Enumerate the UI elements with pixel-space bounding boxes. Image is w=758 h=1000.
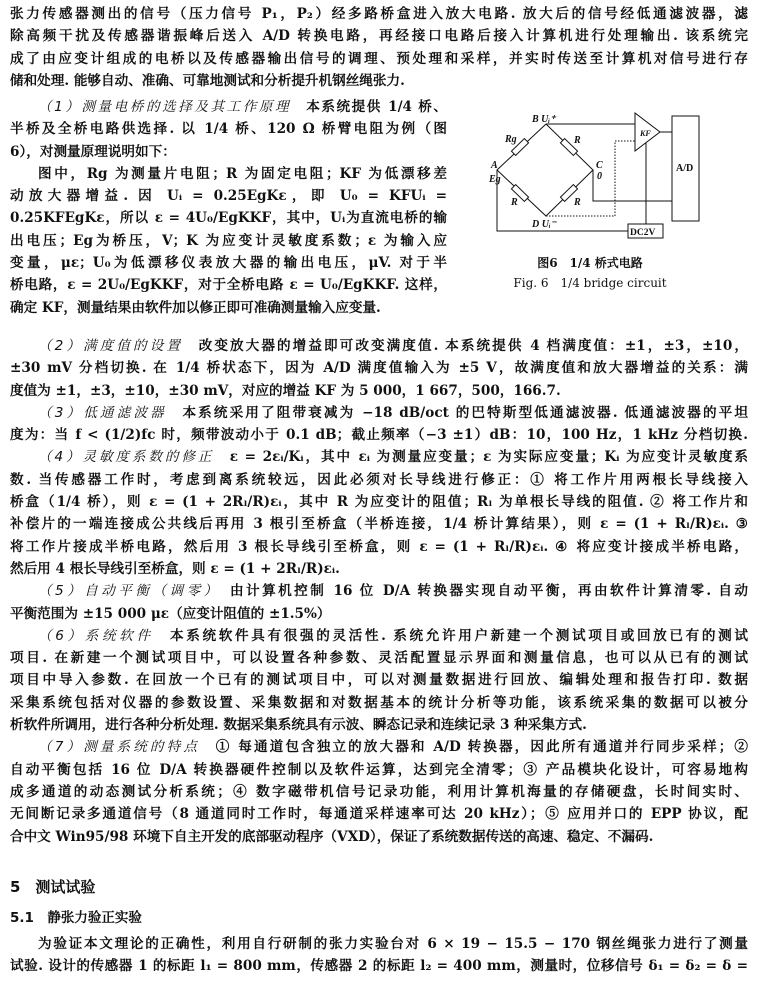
- text-line: 成了由应变计组成的电桥以及传感器输出信号的调理、预处理和采样，并实时传送至计算机对信号进行存: [10, 50, 748, 67]
- text-span: 本系统采用了阻带衰减为 −18 dB/oct 的巴特斯型低通滤波器. 低通滤波器的平坦: [166, 404, 748, 421]
- text-line: 无间断记录多通道信号（8 通道同时工作时，每通道采样速率可达 20 kHz）；⑤ 应用并口的 EPP 协议，配: [10, 806, 748, 823]
- section-5-heading: 5 测试试验: [10, 878, 96, 896]
- text-line: 为验证本文理论的正确性，利用自行研制的张力实验台对 6 × 19 − 15.5 − 170 钢丝绳张力进行了测量: [38, 936, 748, 952]
- text-line: 确定 KF，测量结果由软件加以修正即可准确测量输入应变量.: [10, 299, 381, 316]
- subsection-heading: （2）满度值的设置: [38, 338, 184, 354]
- text-line: 平衡范围为 ±15 000 με（应变计阻值的 ±1.5%）: [10, 605, 331, 622]
- text-line: 采集系统包括对仪器的参数设置、采集数据和对数据基本的统计分析等功能，该系统采集的数据可以被分: [10, 694, 748, 711]
- subsection-heading: （5）自动平衡（调零）: [38, 583, 214, 600]
- section-1-bridge: [10, 96, 447, 319]
- text-span: ε = 2εᵢ/Kᵢ，其中 εᵢ 为测量应变量；ε 为实际应变量；Kᵢ 为应变计灵敏度系: [214, 449, 748, 466]
- text-line: 自动平衡包括 16 位 D/A 转换器硬件控制以及软件运算，达到完全清零；③ 产品模块化设计，可容易地构: [10, 761, 748, 778]
- subsection-heading: （1）测量电桥的选择及其工作原理: [38, 99, 292, 115]
- text-line: [10, 402, 748, 424]
- text-line: ±30 mV 分档切换. 在 1/4 桥状态下，因为 A/D 满度值输入为 ±5 V，故满度值和放大器增益的关系：满: [10, 360, 748, 377]
- text-span: 本系统软件具有很强的灵活性. 系统允许用户新建一个测试项目或回放已有的测试: [153, 627, 748, 644]
- text-line: 项目. 在新建一个测试项目中，可以设置各种参数、灵活配置显示界面和测量信息，也可以从已有的测试: [10, 650, 748, 667]
- text-line: 张力传感器测出的信号（压力信号 P₁，P₂）经多路桥盒进入放大电路. 放大后的信号经低通滤波器，滤: [10, 6, 748, 22]
- text-line: 桥盒（1/4 桥），则 ε = (1 + 2Rₗ/R)εᵢ，其中 R 为应变计的阻值；Rₗ 为单根长导线的阻值. ② 将工作片和: [10, 494, 748, 511]
- text-line: 动放大器增益. 因 Uᵢ = 0.25EgKε，即 U₀ = KFUᵢ =: [10, 188, 447, 205]
- text-line: 析软件所调用，进行各种分析处理. 数据采集系统具有示波、瞬态记录和连续记录 3 种采集方式.: [10, 717, 587, 734]
- text-line: 将工作片接成半桥电路，然后用 3 根长导线引至桥盒，则 ε = (1 + Rₗ/R)εᵢ. ④ 将应变计接成半桥电路，: [10, 538, 748, 555]
- text-line: 除高频干扰及传感器谐振峰后送入 A/D 转换电路，再经接口电路后接入计算机进行处理输出. 该系统完: [10, 28, 748, 45]
- text-line: 度值为 ±1，±3，±10，±30 mV，对应的增益 KF 为 5 000，1 667，500，166.7.: [10, 382, 561, 399]
- text-line: [10, 335, 748, 357]
- text-line: [10, 736, 748, 758]
- text-line: 然后用 4 根长导线引至桥盒，则 ε = (1 + 2Rₗ/R)εᵢ.: [10, 560, 340, 577]
- text-span: 由计算机控制 16 位 D/A 转换器实现自动平衡，再由软件计算清零. 自动: [213, 583, 748, 600]
- text-line: 图中，Rg 为测量片电阻；R 为固定电阻；KF 为低漂移差: [38, 165, 447, 182]
- subsection-heading: （7）测量系统的特点: [38, 739, 201, 756]
- text-line: 变量，με；U₀为低漂移仪表放大器的输出电压，μV. 对于半: [10, 255, 447, 272]
- label-ad: A/D: [676, 163, 694, 174]
- subsection-heading: （4）灵敏度系数的修正: [38, 449, 215, 466]
- text-line: 试验. 设计的传感器 1 的标距 l₁ = 800 mm，传感器 2 的标距 l₂ = 400 mm，测量时，位移信号 δ₁ = δ₂ = δ =: [10, 958, 748, 975]
- label-r: R: [574, 135, 581, 146]
- label-b: B Uᵢ⁺: [532, 114, 556, 125]
- label-c: C: [596, 160, 603, 171]
- wire-dotted: [546, 141, 635, 216]
- label-d: D Uᵢ⁻: [532, 219, 556, 230]
- label-kf: KF: [640, 129, 651, 138]
- text-line: 项目中导入参数. 在回放一个已有的测试项目中，可以对测量数据进行回放、编辑处理和报告打印. 数据: [10, 672, 748, 689]
- wire: [593, 170, 672, 201]
- section-5-1-heading: 5.1 静张力验正实验: [10, 910, 142, 926]
- text-line: 成多通道的动态测试分析系统；④ 数字磁带机信号记录功能，利用计算机海量的存储硬盘，长时间实时、: [10, 783, 748, 800]
- text-line: 半桥及全桥电路供选择. 以 1/4 桥、120 Ω 桥臂电阻为例（图: [10, 121, 447, 138]
- text-line: 6），对测量原理说明如下：: [10, 143, 176, 160]
- figure-caption-cn: 图6 1/4 桥式电路: [537, 256, 643, 270]
- label-r: R: [511, 197, 518, 208]
- text-line: 桥电路，ε = 2U₀/EgKKF，对于全桥电路 ε = U₀/EgKKF. 这样，: [10, 277, 447, 294]
- text-line: 补偿片的一端连接成公共线后再用 3 根引至桥盒（半桥连接，1/4 桥计算结果），则 ε = (1 + Rₗ/R)εᵢ. ③: [10, 516, 748, 533]
- section-5-1-paragraph: [10, 933, 748, 978]
- figure-caption-en: Fig. 6 1/4 bridge circuit: [513, 276, 667, 290]
- text-line: 度为：当 f < (1/2)fc 时，频带波动小于 0.1 dB；截止频率（−3 ±1）dB：10，100 Hz，1 kHz 分档切换.: [10, 427, 748, 444]
- label-c0: 0: [597, 171, 602, 182]
- body-sections: [10, 335, 748, 848]
- label-r: R: [574, 197, 581, 208]
- subsection-heading: （6）系统软件: [38, 627, 154, 644]
- intro-paragraph: [10, 3, 748, 92]
- text-line: [10, 446, 748, 468]
- label-eg: Eg: [489, 174, 501, 185]
- text-line: [10, 96, 447, 118]
- text-span: ① 每通道包含独立的放大器和 A/D 转换器，因此所有通道并行同步采样；②: [200, 739, 748, 756]
- text-line: 0.25KFEgKε，所以 ε = 4U₀/EgKKF，其中，Uᵢ为直流电桥的输: [10, 210, 447, 227]
- text-line: 数. 当传感器工作时，考虑到离系统较远，因此必须对长导线进行修正：① 将工作片用两根长导线接入: [10, 471, 748, 488]
- text-span: 本系统提供 1/4 桥、: [291, 99, 447, 115]
- label-rg: Rg: [505, 134, 517, 145]
- text-line: 合中文 Win95/98 环境下自主开发的底部驱动程序（VXD），保证了系统数据传送的高速、稳定、不漏码.: [10, 828, 654, 845]
- text-line: [10, 625, 748, 647]
- label-a: A: [491, 160, 498, 171]
- text-line: [10, 580, 748, 602]
- text-span: 改变放大器的增益即可改变满度值. 本系统提供 4 档满度值：±1，±3，±10，: [183, 338, 748, 354]
- text-line: 出电压；Eg为桥压，V；K 为应变计灵敏度系数；ε 为输入应: [10, 232, 447, 249]
- label-dc2v: DC2V: [630, 228, 656, 238]
- text-line: 储和处理. 能够自动、准确、可靠地测试和分析提升机钢丝绳张力.: [10, 72, 405, 89]
- subsection-heading: （3）低通滤波器: [38, 404, 167, 421]
